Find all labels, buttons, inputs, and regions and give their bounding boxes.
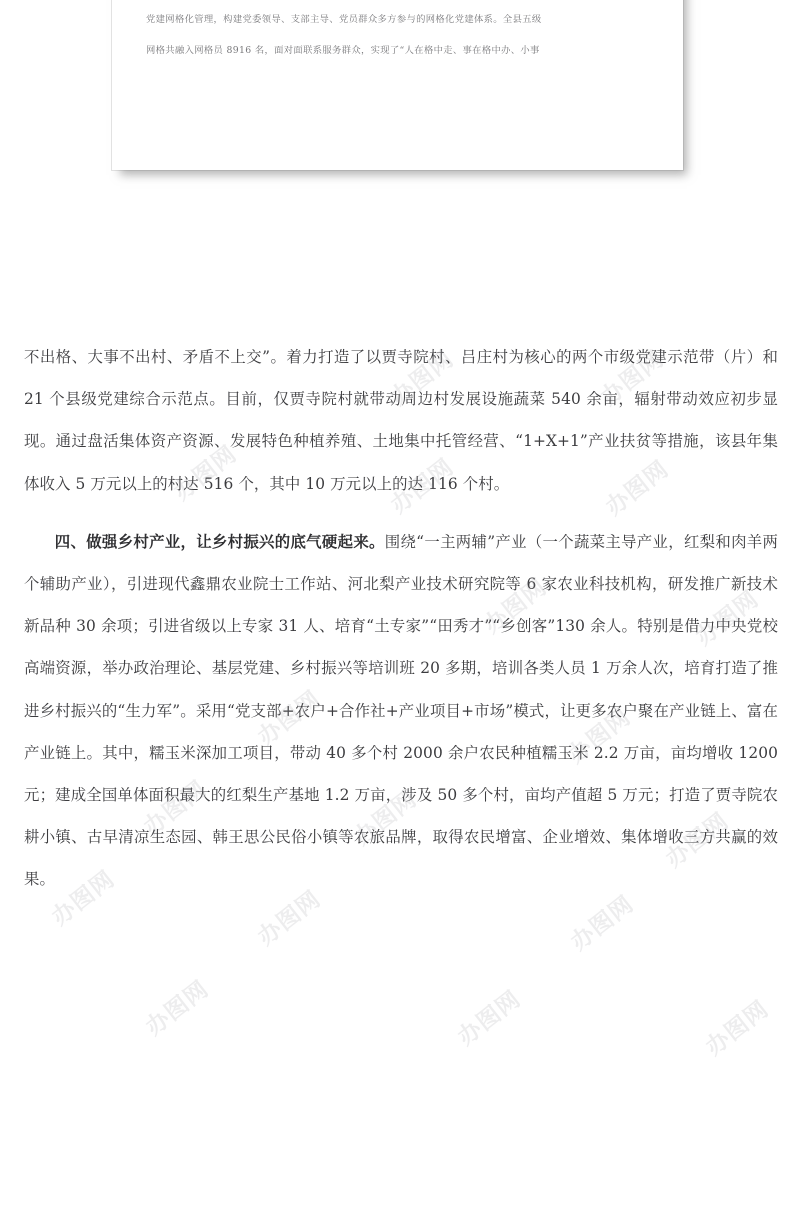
document-body <box>24 336 778 901</box>
document-preview-card <box>112 0 683 170</box>
watermark-text: 办图网 <box>600 455 674 521</box>
watermark-text: 办图网 <box>565 890 639 956</box>
document-paragraph <box>24 521 778 901</box>
watermark-text: 办图网 <box>46 865 120 931</box>
watermark-text: 办图网 <box>252 685 326 751</box>
watermark-text: 办图网 <box>595 345 669 411</box>
paragraph-heading: 四、做强乡村产业，让乡村振兴的底气硬起来。 <box>54 532 385 551</box>
watermark-text: 办图网 <box>562 703 636 769</box>
preview-card-line: 党建网格化管理，构建党委领导、支部主导、党员群众多方参与的网格化党建体系。全县五级 <box>146 14 542 25</box>
watermark-text: 办图网 <box>478 573 552 639</box>
paragraph-text: 围绕“一主两辅”产业（一个蔬菜主导产业，红梨和肉羊两个辅助产业），引进现代鑫鼎农业院士工作站、河北梨产业技术研究院等 6 家农业科技机构，研发推广新技术新品种 30 余项；引进省级以上专家 31 人、培育“土专家”“田秀才”“乡创客”130 余人。特别是借力中央党校高端资源，举办政治理论、基层党建、乡村振兴等培训班 20 多期，培训各类人员 1 万余人次，培育打造了推进乡村振兴的“生力军”。采用“党支部+农户+合作社+产业项目+市场”模式，让更多农户聚在产业链上、富在产业链上。其中，糯玉米深加工项目，带动 40 多个村 2000 余户农民种植糯玉米 2.2 万亩，亩均增收 1200 元；建成全国单体面积最大的红梨生产基地 1.2 万亩，涉及 50 多个村，亩均产值超 5 万元；打造了贾寺院农耕小镇、古早清凉生态园、韩王思公民俗小镇等农旅品牌，取得农民增富、企业增效、集体增收三方共赢的效果。 <box>24 532 778 889</box>
watermark-text: 办图网 <box>138 775 212 841</box>
watermark-text: 办图网 <box>168 440 242 506</box>
document-paragraph <box>24 336 778 505</box>
watermark-text: 办图网 <box>385 345 459 411</box>
paragraph-text: 不出格、大事不出村、矛盾不上交”。着力打造了以贾寺院村、吕庄村为核心的两个市级党建示范带（片）和 21 个县级党建综合示范点。目前，仅贾寺院村就带动周边村发展设施蔬菜 540 余亩，辐射带动效应初步显现。通过盘活集体资产资源、发展特色种植养殖、土地集中托管经营、“1+X+1”产业扶贫等措施，该县年集体收入 5 万元以上的村达 516 个，其中 10 万元以上的达 116 个村。 <box>24 348 778 493</box>
watermark-text: 办图网 <box>348 785 422 851</box>
watermark-text: 办图网 <box>452 985 526 1051</box>
preview-card-line: 网格共融入网格员 8916 名，面对面联系服务群众，实现了“人在格中走、事在格中办、小事 <box>146 45 540 56</box>
watermark-text: 办图网 <box>700 995 774 1061</box>
watermark-text: 办图网 <box>140 975 214 1041</box>
watermark-text: 办图网 <box>252 885 326 951</box>
watermark-text: 办图网 <box>385 453 459 519</box>
watermark-text: 办图网 <box>660 807 734 873</box>
watermark-text: 办图网 <box>690 585 764 651</box>
